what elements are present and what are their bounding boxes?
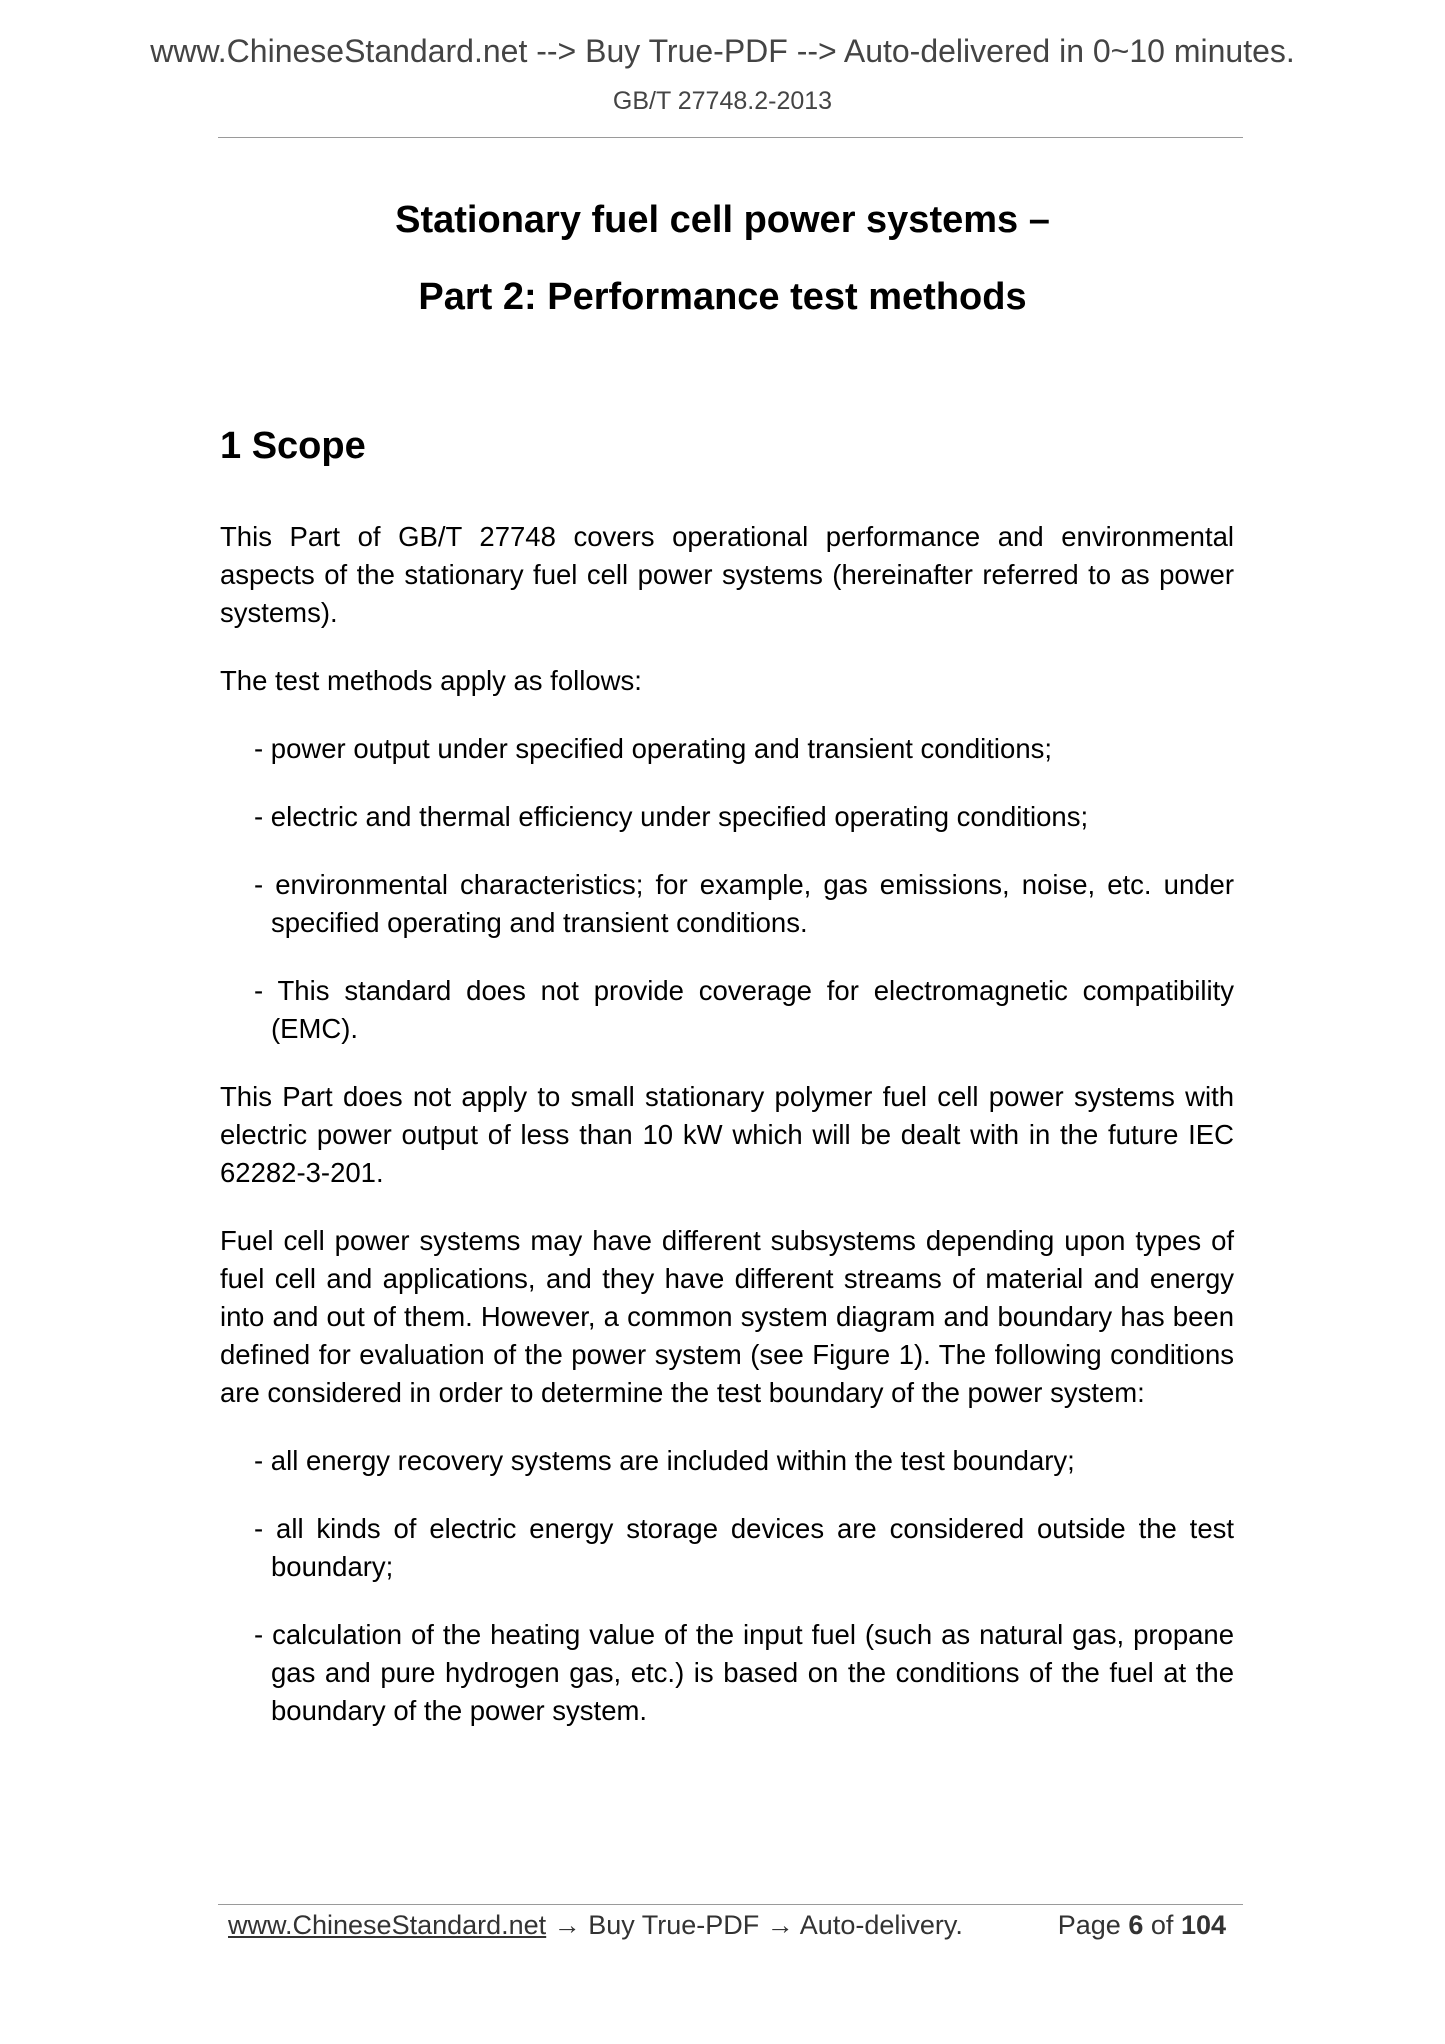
- footer-divider: [218, 1904, 1243, 1905]
- section-body: [220, 518, 1234, 1760]
- arrow-right-icon: →: [553, 1910, 581, 1940]
- header-divider: [218, 137, 1243, 138]
- list-item: - calculation of the heating value of the input fuel (such as natural gas, propane gas and pure hydrogen gas, etc.) is based on the conditions of the fuel at the boundary of the power system.: [254, 1619, 1234, 1726]
- page-label: Page: [1057, 1910, 1121, 1940]
- exclusion-paragraph: This Part does not apply to small stationary polymer fuel cell power systems with electric power output of less than 10 kW which will be dealt with in the future IEC 62282-3-201.: [220, 1081, 1234, 1188]
- footer-delivery-text: Auto-delivery.: [799, 1910, 963, 1940]
- test-methods-intro: The test methods apply as follows:: [220, 665, 642, 696]
- footer-website-link[interactable]: www.ChineseStandard.net: [228, 1910, 547, 1940]
- footer-buy-text: Buy True-PDF: [588, 1910, 760, 1940]
- document-code: GB/T 27748.2-2013: [612, 87, 833, 115]
- list-item: - power output under specified operating and transient conditions;: [254, 733, 1053, 764]
- arrow-right-icon: →: [766, 1910, 794, 1940]
- page-total: 104: [1180, 1910, 1226, 1940]
- page-of-label: of: [1150, 1910, 1174, 1940]
- page-number: 6: [1128, 1910, 1144, 1940]
- list-item: - electric and thermal efficiency under specified operating conditions;: [254, 801, 1089, 832]
- list-item: - all kinds of electric energy storage devices are considered outside the test boundary;: [254, 1513, 1234, 1582]
- section-heading: 1 Scope: [220, 425, 366, 467]
- list-item: - This standard does not provide coverage for electromagnetic compatibility (EMC).: [254, 975, 1234, 1044]
- test-methods-list: [220, 730, 1234, 1048]
- top-banner: www.ChineseStandard.net --> Buy True-PDF --> Auto-delivered in 0~10 minutes.: [150, 33, 1295, 69]
- list-item: - environmental characteristics; for example, gas emissions, noise, etc. under specified operating and transient conditions.: [254, 869, 1234, 938]
- boundary-paragraph: Fuel cell power systems may have different subsystems depending upon types of fuel cell and applications, and they have different streams of material and energy into and out of them. However, a common system diagram and boundary has been defined for evaluation of the power system (see Figure 1). The following conditions are considered in order to determine the test boundary of the power system:: [220, 1225, 1234, 1408]
- scope-intro-paragraph: This Part of GB/T 27748 covers operational performance and environmental aspects of the stationary fuel cell power systems (hereinafter referred to as power systems).: [220, 521, 1234, 628]
- page-footer: [228, 1907, 1238, 1943]
- document-title-line1: Stationary fuel cell power systems –: [395, 199, 1050, 241]
- page-indicator: [1058, 1907, 1226, 1943]
- document-title-line2: Part 2: Performance test methods: [418, 276, 1027, 318]
- boundary-conditions-list: [220, 1442, 1234, 1730]
- list-item: - all energy recovery systems are included within the test boundary;: [254, 1445, 1075, 1476]
